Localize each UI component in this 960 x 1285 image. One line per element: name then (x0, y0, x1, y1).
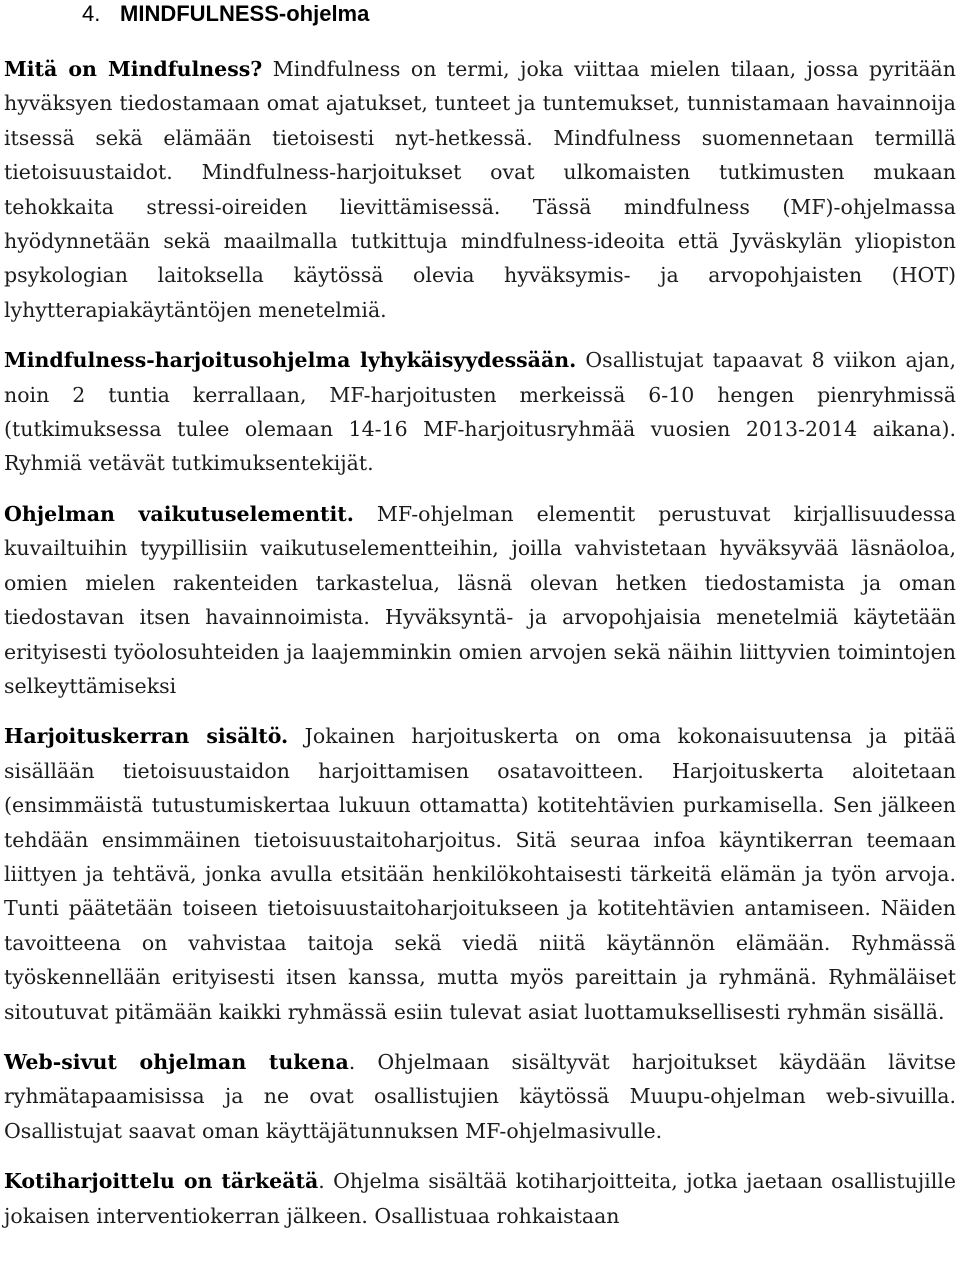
paragraph-body: . Ohjelma sisältää kotiharjoitteita, jotka jaetaan osallistujille jokaisen interventiokerran jälkeen. Osallistuaa rohkaistaan (4, 1169, 956, 1228)
paragraph-web-pages (4, 1045, 956, 1148)
paragraph-lead: Ohjelman vaikutuselementit. (4, 501, 354, 526)
paragraph-body: MF-ohjelman elementit perustuvat kirjallisuudessa kuvailtuihin tyypillisiin vaikutuselementteihin, joilla vahvistetaan hyväksyvää läsnäoloa, omien mielen rakenteiden tarkastelua, läsnä olevan hetken tiedostamista ja oman tiedostavan itsen havainnoimista. Hyväksyntä- ja arvopohjaisia menetelmiä käytetään erityisesti työolosuhteiden ja laajemminkin omien arvojen sekä näihin liittyvien toimintojen selkeyttämiseksi (4, 501, 956, 698)
paragraph-lead: Mindfulness-harjoitusohjelma lyhykäisyydessään. (4, 348, 577, 373)
paragraph-program-elements (4, 497, 956, 703)
section-heading (4, 0, 956, 31)
paragraph-session-content (4, 719, 956, 1029)
paragraph-program-summary (4, 343, 956, 481)
paragraph-body: Osallistujat tapaavat 8 viikon ajan, noin 2 tuntia kerrallaan, MF-harjoitusten merkeissä 6-10 hengen pienryhmissä (tutkimuksessa tulee olemaan 14-16 MF-harjoitusryhmää vuosien 2013-2014 aikana). Ryhmiä vetävät tutkimuksentekijät. (4, 348, 956, 476)
paragraph-lead: Harjoituskerran sisältö. (4, 724, 289, 749)
paragraph-body: Mindfulness on termi, joka viittaa mielen tilaan, jossa pyritään hyväksyen tiedostamaan omat ajatukset, tunteet ja tuntemukset, tunnistamaan havainnoija itsessä sekä elämään tietoisesti nyt-hetkessä. Mindfulness suomennetaan termillä tietoisuustaidot. Mindfulness-harjoitukset ovat ulkomaisten tutkimusten mukaan tehokkaita stressi-oireiden lievittämisessä. Tässä mindfulness (MF)-ohjelmassa hyödynnetään sekä maailmalla tutkittuja mindfulness-ideoita että Jyväskylän yliopiston psykologian laitoksella käytössä olevia hyväksymis- ja arvopohjaisten (HOT) lyhytterapiakäytäntöjen menetelmiä. (4, 57, 956, 322)
paragraph-lead: Mitä on Mindfulness? (4, 57, 263, 81)
paragraph-home-practice (4, 1164, 956, 1233)
paragraph-body: Jokainen harjoituskerta on oma kokonaisuutensa ja pitää sisällään tietoisuustaidon harjoittamisen osatavoitteen. Harjoituskerta aloitetaan (ensimmäistä tutustumiskertaa lukuun ottamatta) kotitehtävien purkamisella. Sen jälkeen tehdään ensimmäinen tietoisuustaitoharjoitus. Sitä seuraa infoa käyntikerran teemaan liittyen ja tehtävä, jonka avulla etsitään henkilökohtaisesti tärkeitä elämän ja työn arvoja. Tunti päätetään toiseen tietoisuustaitoharjoitukseen ja kotitehtävien antamiseen. Näiden tavoitteena on vahvistaa taitoja sekä viedä niitä käytännön elämään. Ryhmässä työskennellään erityisesti itsen kanssa, mutta myös pareittain ja ryhmänä. Ryhmäläiset sitoutuvat pitämään kaikki ryhmässä esiin tulevat asiat luottamuksellisesti ryhmän sisällä. (4, 724, 957, 1024)
paragraph-lead: Kotiharjoittelu on tärkeätä (4, 1169, 319, 1194)
paragraph-body: . Ohjelmaan sisältyvät harjoitukset käydään lävitse ryhmätapaamisissa ja ne ovat osallistujien käytössä Muupu-ohjelman web-sivuilla. Osallistujat saavat oman käyttäjätunnuksen MF-ohjelmasivulle. (4, 1049, 956, 1143)
section-number: 4. (82, 1, 101, 26)
section-title: MINDFULNESS-ohjelma (120, 1, 370, 26)
paragraph-lead: Web-sivut ohjelman tukena (4, 1049, 349, 1074)
paragraph-what-is-mindfulness (4, 52, 956, 327)
